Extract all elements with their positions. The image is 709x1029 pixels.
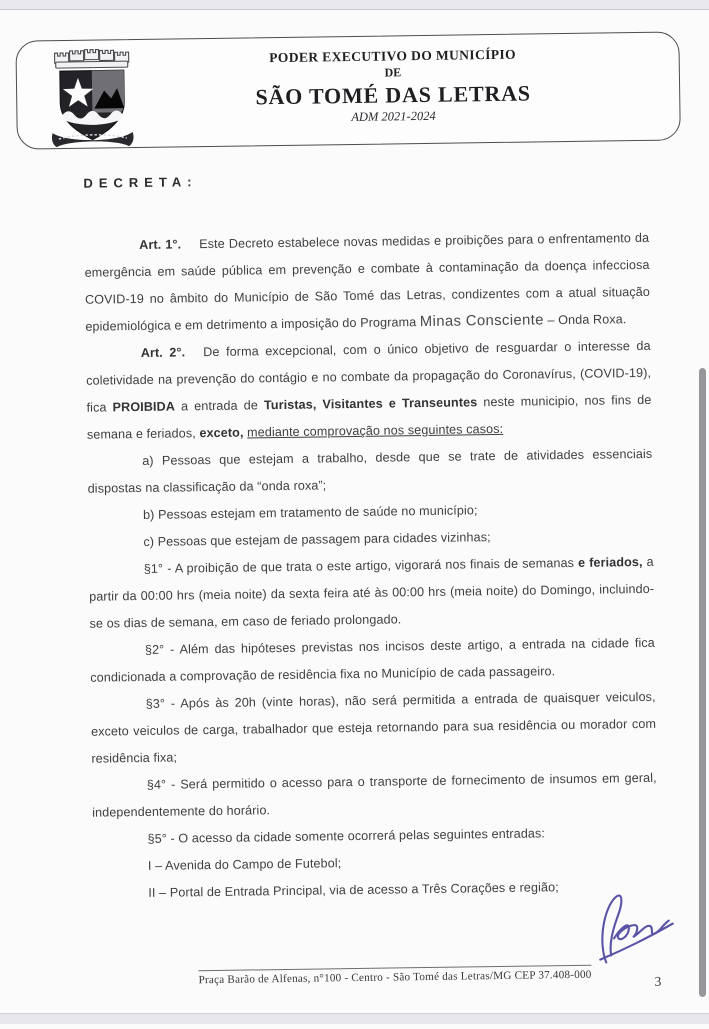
paragraph-1-text-2: a partir da 00:00 hrs (meia noite) da sexta feira até às 00:00 hrs (meia noite) do Domingo, incluindo-se os dias de semana, em caso de feriado prolongado. bbox=[89, 554, 655, 631]
municipal-coat-of-arms-icon bbox=[42, 46, 141, 151]
article-1-tail: – Onda Roxa. bbox=[547, 312, 627, 328]
signature-icon bbox=[593, 890, 678, 969]
letterhead bbox=[15, 31, 680, 149]
clause-item-a: a) Pessoas que estejam a trabalho, desde que se trate de atividades essenciais dispostas na classificação da “onda roxa”; bbox=[87, 446, 653, 496]
footer-address: Praça Barão de Alfenas, n°100 - Centro - São Tomé das Letras/MG CEP 37.408-000 bbox=[198, 965, 591, 986]
article-2-text-3: neste municipio, nos fins de semana e feriados, bbox=[86, 392, 652, 442]
paragraph-3: §3° - Após às 20h (vinte horas), não será permitida a entrada de quaisquer veiculos, exceto veiculos de carga, trabalhador que esteja retornando para sua residência ou morador com residência fixa; bbox=[90, 689, 657, 766]
article-2-bold-turistas: Turistas, Visitantes e Transeuntes bbox=[263, 395, 478, 413]
article-1-label: Art. 1°. bbox=[139, 237, 182, 252]
program-name: Minas Consciente bbox=[419, 312, 544, 331]
clause-item-b: b) Pessoas estejam em tratamento de saúde no município; bbox=[142, 503, 478, 522]
scan-edge-top bbox=[0, 0, 709, 10]
decreta-heading: DECRETA: bbox=[83, 174, 198, 191]
entry-item-2: II – Portal de Entrada Principal, via de acesso a Três Corações e região; bbox=[148, 880, 559, 900]
letterhead-line-2: DE bbox=[384, 65, 402, 80]
paragraph-5: §5° - O acesso da cidade somente ocorrerá pelas seguintes entradas: bbox=[147, 826, 546, 846]
decree-body bbox=[83, 162, 658, 908]
article-2-text-2: a entrada de bbox=[180, 398, 259, 414]
municipality-title: SÃO TOMÉ DAS LETRAS bbox=[255, 80, 532, 110]
administration-term: ADM 2021-2024 bbox=[351, 108, 436, 125]
entry-item-1: I – Avenida do Campo de Futebol; bbox=[147, 856, 342, 873]
article-2-underlined: mediante comprovação nos seguintes casos: bbox=[247, 421, 504, 440]
letterhead-line-1: PODER EXECUTIVO DO MUNICÍPIO bbox=[269, 46, 517, 66]
clause-item-c: c) Pessoas que estejam de passagem para cidades vizinhas; bbox=[143, 530, 491, 549]
paragraph-1-text-1: §1° - A proibição de que trata o este artigo, vigorará nos finais de semanas bbox=[143, 555, 575, 576]
paragraph-4: §4° - Será permitido o acesso para o transporte de fornecimento de insumos em geral, independentemente do horário. bbox=[92, 770, 657, 820]
article-1-paragraph bbox=[84, 225, 650, 341]
article-2-bold-proibida: PROIBIDA bbox=[112, 399, 176, 415]
page-number: 3 bbox=[654, 973, 662, 989]
scrollbar-thumb[interactable] bbox=[699, 368, 706, 997]
article-2-text-1: De forma excepcional, com o único objetivo de resguardar o interesse da coletividade na prevenção do contágio e no combate da propagação do Coronavírus, (COVID-19), fica bbox=[86, 338, 652, 415]
article-2-paragraph bbox=[86, 333, 652, 449]
article-1-text: Este Decreto estabelece novas medidas e proibições para o enfrentamento da emergência em saúde pública em prevenção e combate à contaminação da doença infecciosa COVID-19 no âmbito do Município de São Tomé das Letras, condizentes com a atual situação epidemiológica e em detrimento a imposição do Programa bbox=[84, 230, 651, 334]
paragraph-1-bold: e feriados, bbox=[577, 554, 643, 570]
article-2-bold-exceto: exceto, bbox=[199, 425, 244, 441]
paragraph-1 bbox=[89, 549, 655, 638]
scan-edge-bottom bbox=[0, 1013, 709, 1024]
article-2-label: Art. 2°. bbox=[140, 345, 186, 360]
paragraph-2: §2° - Além das hipóteses previstas nos incisos deste artigo, a entrada na cidade fica condicionada a comprovação de residência fixa no Município de cada passageiro. bbox=[90, 635, 655, 685]
